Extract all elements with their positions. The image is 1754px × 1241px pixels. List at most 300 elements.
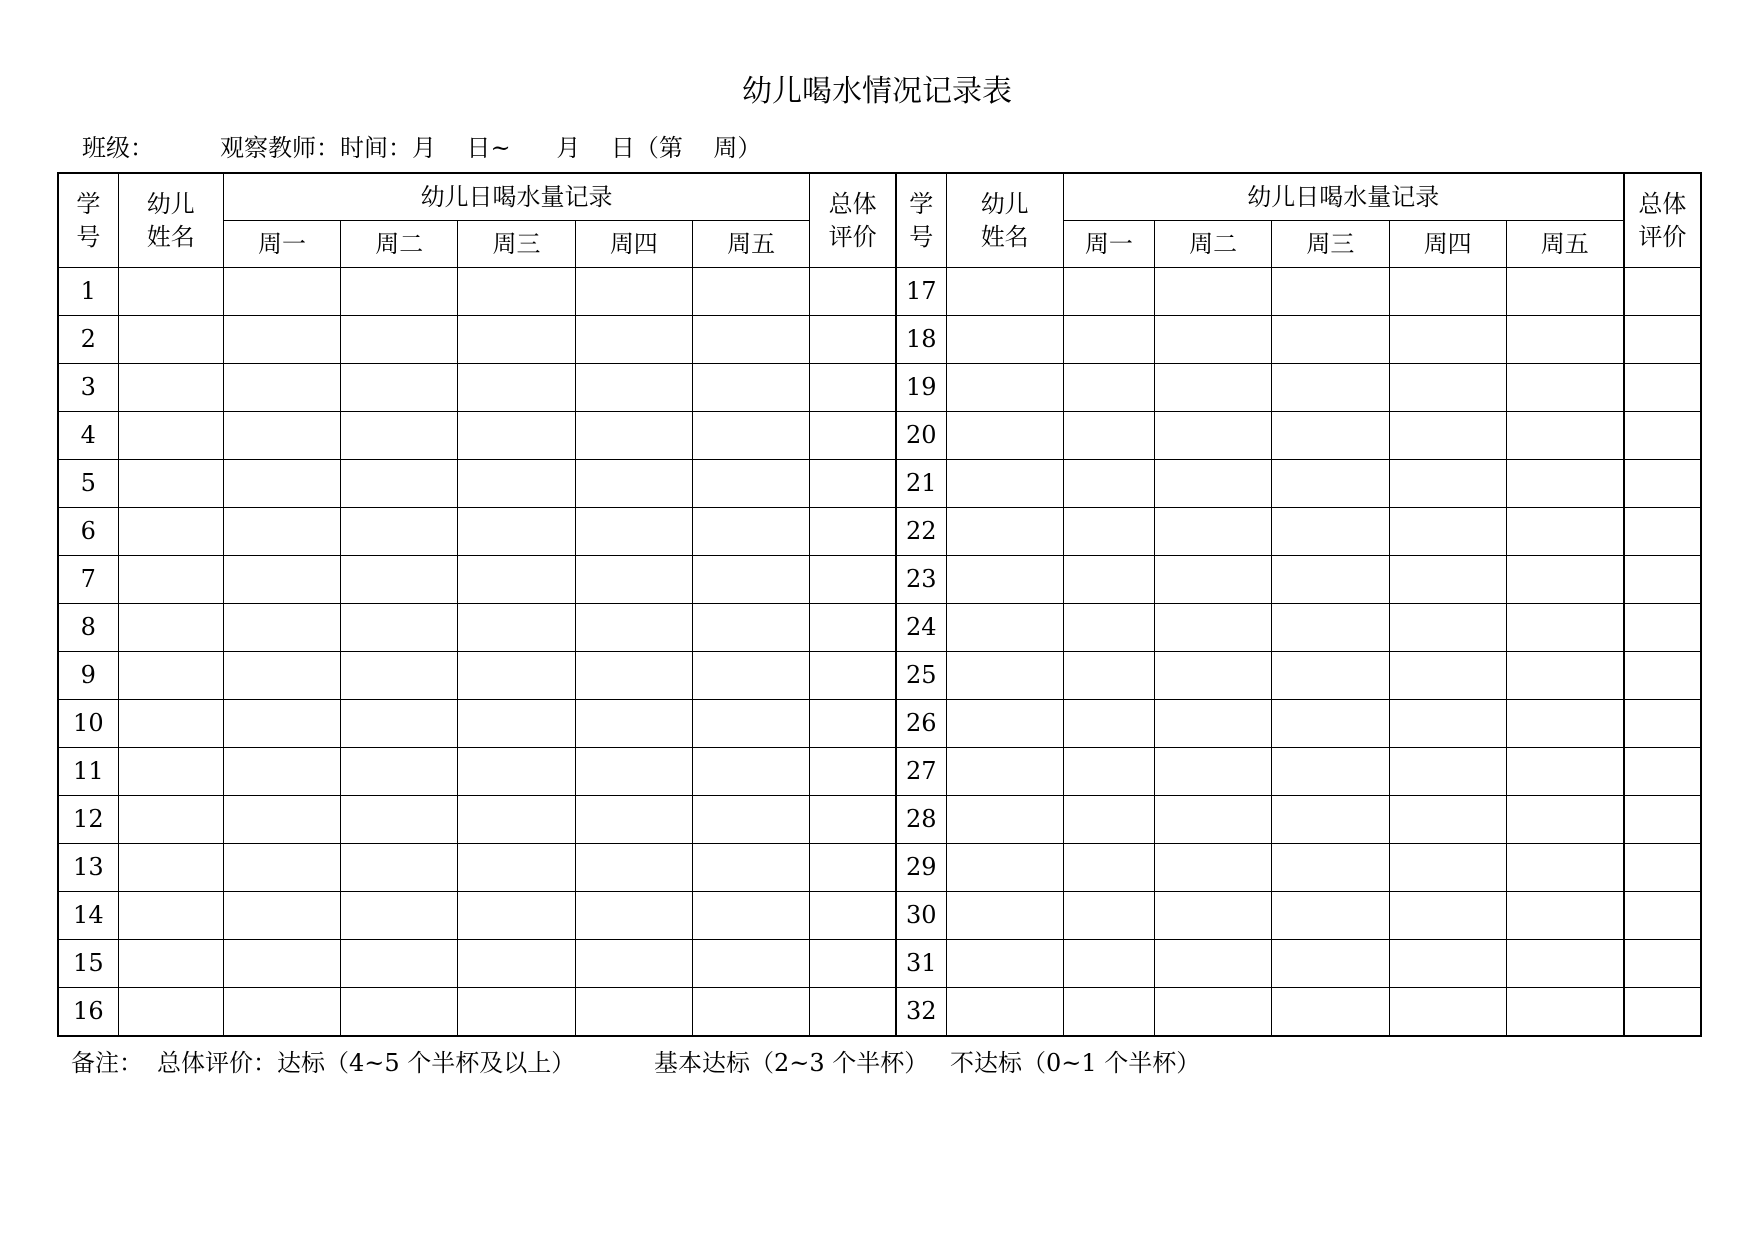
wed-cell [458,604,575,652]
thu-cell [1389,988,1506,1037]
wed-cell [1272,652,1389,700]
tue-cell [341,364,458,412]
header-id-char-2: 号 [909,222,934,251]
overall-cell [810,844,896,892]
thu-cell [575,508,692,556]
name-cell [118,412,223,460]
tue-cell [1155,268,1272,316]
name-cell [946,364,1063,412]
thu-cell [1389,460,1506,508]
mon-cell [223,892,340,940]
thu-cell [575,892,692,940]
student-id-cell: 32 [896,988,946,1037]
header-record-left: 幼儿日喝水量记录 [223,173,809,221]
table-row [58,460,1701,508]
overall-cell [810,700,896,748]
tue-cell [341,412,458,460]
table-row [58,988,1701,1037]
overall-cell [810,988,896,1037]
student-id-cell: 22 [896,508,946,556]
fri-cell [1506,892,1623,940]
header-overall-line-2: 评价 [828,222,877,251]
overall-cell [1624,412,1701,460]
table-row [58,364,1701,412]
name-cell [118,940,223,988]
overall-cell [810,556,896,604]
overall-cell [1624,556,1701,604]
mon-cell [223,268,340,316]
student-id-cell: 17 [896,268,946,316]
mon-cell [223,412,340,460]
header-weekday-fri: 周五 [1506,221,1623,268]
header-name-line-2: 姓名 [146,222,195,251]
name-cell [946,940,1063,988]
wed-cell [1272,508,1389,556]
student-id-cell: 24 [896,604,946,652]
tue-cell [341,508,458,556]
mon-cell [1063,796,1154,844]
tue-cell [1155,508,1272,556]
fri-cell [692,316,809,364]
fri-cell [692,844,809,892]
tue-cell [1155,940,1272,988]
name-cell [946,556,1063,604]
student-id-cell: 2 [58,316,118,364]
student-id-cell: 18 [896,316,946,364]
fri-cell [1506,748,1623,796]
wed-cell [458,268,575,316]
wed-cell [458,700,575,748]
fri-cell [1506,796,1623,844]
overall-cell [1624,892,1701,940]
fri-cell [1506,460,1623,508]
tue-cell [1155,892,1272,940]
fri-cell [692,268,809,316]
fri-cell [692,700,809,748]
name-cell [118,748,223,796]
tue-cell [1155,700,1272,748]
mon-cell [223,796,340,844]
header-weekday-fri: 周五 [692,221,809,268]
overall-cell [810,604,896,652]
fri-cell [1506,556,1623,604]
wed-cell [458,364,575,412]
thu-cell [1389,556,1506,604]
student-id-cell: 4 [58,412,118,460]
wed-cell [458,940,575,988]
wed-cell [458,796,575,844]
overall-cell [810,460,896,508]
thu-cell [575,364,692,412]
student-id-cell: 8 [58,604,118,652]
overall-cell [810,412,896,460]
fri-cell [1506,988,1623,1037]
overall-cell [810,940,896,988]
fri-cell [692,652,809,700]
tue-cell [1155,556,1272,604]
student-id-cell: 31 [896,940,946,988]
tue-cell [341,844,458,892]
tue-cell [341,988,458,1037]
tue-cell [1155,316,1272,364]
overall-cell [1624,508,1701,556]
mon-cell [1063,412,1154,460]
name-cell [118,508,223,556]
mon-cell [223,604,340,652]
table-row [58,652,1701,700]
name-cell [118,268,223,316]
table-row [58,604,1701,652]
thu-cell [1389,268,1506,316]
thu-cell [575,700,692,748]
fri-cell [692,796,809,844]
name-cell [946,748,1063,796]
mon-cell [1063,892,1154,940]
header-record-right: 幼儿日喝水量记录 [1063,173,1623,221]
header-weekday-thu: 周四 [575,221,692,268]
tue-cell [341,748,458,796]
name-cell [946,460,1063,508]
class-label: 班级： [82,134,154,162]
overall-cell [810,748,896,796]
student-id-cell: 30 [896,892,946,940]
mon-cell [1063,316,1154,364]
header-weekday-mon: 周一 [223,221,340,268]
name-cell [946,892,1063,940]
name-cell [946,604,1063,652]
teacher-time-label: 观察教师：时间：月 日~ 月 日（第 周） [220,134,762,162]
fri-cell [1506,268,1623,316]
wed-cell [1272,316,1389,364]
mon-cell [223,844,340,892]
thu-cell [1389,748,1506,796]
tue-cell [1155,844,1272,892]
student-id-cell: 7 [58,556,118,604]
wed-cell [458,316,575,364]
header-id-char-1: 学 [909,189,934,218]
wed-cell [458,892,575,940]
mon-cell [1063,748,1154,796]
tue-cell [341,892,458,940]
thu-cell [575,604,692,652]
thu-cell [575,988,692,1037]
tue-cell [341,268,458,316]
name-cell [946,268,1063,316]
table-row [58,748,1701,796]
wed-cell [1272,892,1389,940]
student-id-cell: 26 [896,700,946,748]
mon-cell [223,700,340,748]
name-cell [118,460,223,508]
criteria-pass: 总体评价：达标（4~5 个半杯及以上） [157,1049,576,1077]
overall-cell [1624,796,1701,844]
header-id-left [58,173,118,268]
header-name-line-1: 幼儿 [146,189,195,218]
student-id-cell: 19 [896,364,946,412]
overall-cell [1624,940,1701,988]
tue-cell [341,700,458,748]
name-cell [946,316,1063,364]
student-id-cell: 11 [58,748,118,796]
student-id-cell: 9 [58,652,118,700]
mon-cell [223,316,340,364]
overall-cell [1624,700,1701,748]
mon-cell [223,652,340,700]
overall-cell [810,508,896,556]
overall-cell [1624,988,1701,1037]
student-id-cell: 21 [896,460,946,508]
table-row [58,844,1701,892]
student-id-cell: 28 [896,796,946,844]
thu-cell [1389,604,1506,652]
header-overall-line-1: 总体 [1638,189,1687,218]
overall-cell [810,364,896,412]
fri-cell [1506,700,1623,748]
overall-cell [810,892,896,940]
wed-cell [1272,844,1389,892]
tue-cell [341,604,458,652]
fri-cell [692,412,809,460]
header-weekday-thu: 周四 [1389,221,1506,268]
student-id-cell: 27 [896,748,946,796]
fri-cell [1506,604,1623,652]
overall-cell [1624,316,1701,364]
student-id-cell: 20 [896,412,946,460]
table-row [58,412,1701,460]
overall-cell [1624,652,1701,700]
wed-cell [458,556,575,604]
wed-cell [1272,604,1389,652]
fri-cell [692,988,809,1037]
name-cell [946,652,1063,700]
thu-cell [575,556,692,604]
header-weekday-wed: 周三 [1272,221,1389,268]
wed-cell [1272,364,1389,412]
student-id-cell: 13 [58,844,118,892]
tue-cell [1155,604,1272,652]
fri-cell [692,556,809,604]
water-record-table [57,172,1702,1037]
student-id-cell: 6 [58,508,118,556]
mon-cell [1063,940,1154,988]
wed-cell [1272,988,1389,1037]
name-cell [946,508,1063,556]
wed-cell [458,412,575,460]
wed-cell [458,460,575,508]
fri-cell [1506,316,1623,364]
tue-cell [1155,748,1272,796]
table-row [58,892,1701,940]
tue-cell [341,652,458,700]
overall-cell [810,652,896,700]
header-weekday-tue: 周二 [1155,221,1272,268]
thu-cell [1389,844,1506,892]
name-cell [118,604,223,652]
name-cell [946,796,1063,844]
wed-cell [1272,748,1389,796]
table-row [58,940,1701,988]
table-body [58,268,1701,1037]
header-overall-right [1624,173,1701,268]
thu-cell [575,844,692,892]
thu-cell [575,652,692,700]
wed-cell [1272,460,1389,508]
wed-cell [458,748,575,796]
tue-cell [1155,412,1272,460]
student-id-cell: 10 [58,700,118,748]
thu-cell [1389,700,1506,748]
wed-cell [1272,412,1389,460]
tue-cell [341,940,458,988]
student-id-cell: 5 [58,460,118,508]
overall-cell [810,796,896,844]
fri-cell [692,460,809,508]
thu-cell [575,268,692,316]
fri-cell [692,364,809,412]
name-cell [118,364,223,412]
mon-cell [223,556,340,604]
fri-cell [1506,412,1623,460]
name-cell [118,316,223,364]
thu-cell [1389,940,1506,988]
criteria-fail: 不达标（0~1 个半杯） [950,1049,1201,1077]
overall-cell [1624,268,1701,316]
mon-cell [223,988,340,1037]
thu-cell [575,316,692,364]
header-name-right [946,173,1063,268]
table-row [58,508,1701,556]
tue-cell [1155,460,1272,508]
thu-cell [575,460,692,508]
fri-cell [692,604,809,652]
header-overall-line-1: 总体 [828,189,877,218]
name-cell [118,700,223,748]
tue-cell [341,460,458,508]
thu-cell [1389,508,1506,556]
overall-cell [1624,748,1701,796]
header-weekday-mon: 周一 [1063,221,1154,268]
mon-cell [1063,604,1154,652]
header-name-left [118,173,223,268]
tue-cell [1155,364,1272,412]
mon-cell [1063,988,1154,1037]
name-cell [118,844,223,892]
mon-cell [223,364,340,412]
mon-cell [223,748,340,796]
thu-cell [1389,892,1506,940]
fri-cell [692,940,809,988]
name-cell [118,652,223,700]
student-id-cell: 14 [58,892,118,940]
header-name-line-1: 幼儿 [980,189,1029,218]
fri-cell [692,892,809,940]
thu-cell [575,412,692,460]
wed-cell [1272,796,1389,844]
header-id-right [896,173,946,268]
wed-cell [458,988,575,1037]
student-id-cell: 3 [58,364,118,412]
name-cell [118,892,223,940]
student-id-cell: 29 [896,844,946,892]
header-id-char-2: 号 [76,222,101,251]
header-name-line-2: 姓名 [980,222,1029,251]
overall-cell [1624,364,1701,412]
fri-cell [692,508,809,556]
header-overall-left [810,173,896,268]
wed-cell [1272,940,1389,988]
wed-cell [458,508,575,556]
mon-cell [1063,700,1154,748]
thu-cell [1389,364,1506,412]
student-id-cell: 23 [896,556,946,604]
name-cell [946,988,1063,1037]
mon-cell [1063,268,1154,316]
name-cell [946,700,1063,748]
thu-cell [1389,796,1506,844]
fri-cell [1506,364,1623,412]
tue-cell [1155,988,1272,1037]
name-cell [946,412,1063,460]
overall-cell [810,316,896,364]
note-label: 备注： [71,1049,143,1077]
header-overall-line-2: 评价 [1638,222,1687,251]
wed-cell [458,652,575,700]
wed-cell [1272,268,1389,316]
thu-cell [1389,652,1506,700]
fri-cell [1506,940,1623,988]
table-row [58,556,1701,604]
mon-cell [223,508,340,556]
tue-cell [1155,652,1272,700]
tue-cell [341,796,458,844]
wed-cell [1272,700,1389,748]
thu-cell [575,748,692,796]
student-id-cell: 1 [58,268,118,316]
mon-cell [1063,556,1154,604]
mon-cell [223,460,340,508]
table-row [58,796,1701,844]
table-row [58,700,1701,748]
wed-cell [1272,556,1389,604]
fri-cell [1506,652,1623,700]
student-id-cell: 15 [58,940,118,988]
table-row [58,268,1701,316]
student-id-cell: 12 [58,796,118,844]
name-cell [118,556,223,604]
student-id-cell: 16 [58,988,118,1037]
table-row [58,316,1701,364]
mon-cell [1063,844,1154,892]
name-cell [118,796,223,844]
tue-cell [341,316,458,364]
header-weekday-tue: 周二 [341,221,458,268]
tue-cell [1155,796,1272,844]
mon-cell [1063,364,1154,412]
thu-cell [1389,316,1506,364]
name-cell [946,844,1063,892]
mon-cell [1063,460,1154,508]
overall-cell [810,268,896,316]
fri-cell [692,748,809,796]
student-id-cell: 25 [896,652,946,700]
mon-cell [1063,508,1154,556]
mon-cell [223,940,340,988]
thu-cell [1389,412,1506,460]
fri-cell [1506,508,1623,556]
mon-cell [1063,652,1154,700]
overall-cell [1624,604,1701,652]
thu-cell [575,796,692,844]
